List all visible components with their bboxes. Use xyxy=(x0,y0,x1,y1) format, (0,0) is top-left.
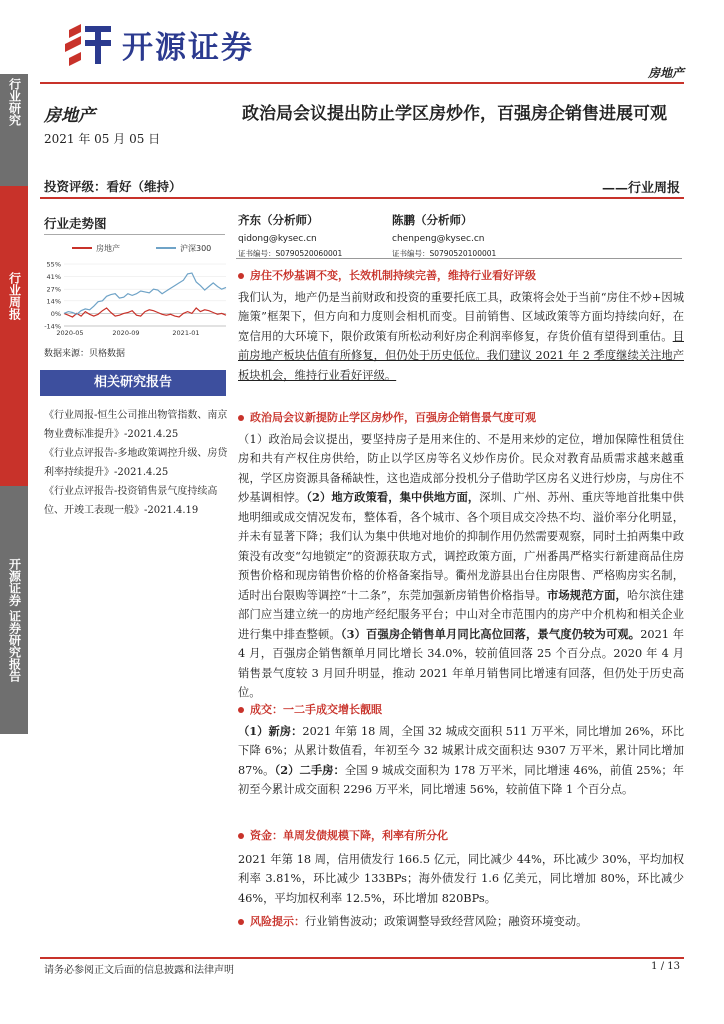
section-risk xyxy=(238,912,684,932)
y-tick-label: -14% xyxy=(44,322,61,331)
section-funding xyxy=(238,826,684,908)
side-tab-weekly: 行业周报 xyxy=(0,186,28,486)
x-tick-label: 2020-09 xyxy=(112,329,140,337)
chart-source: 数据来源：贝格数据 xyxy=(44,349,126,359)
side-tab-industry-research: 行业研究 xyxy=(0,74,28,186)
section-heading: 风险提示： xyxy=(250,915,305,928)
analyst-name: 陈鹏（分析师） xyxy=(392,213,473,227)
section-transactions xyxy=(238,700,684,800)
report-type: ——行业周报 xyxy=(601,181,680,196)
analyst-cert: 证书编号：S0790520060001 xyxy=(238,249,343,258)
analyst-email[interactable]: qidong@kysec.cn xyxy=(238,234,317,244)
related-report-item[interactable]: 《行业点评报告-多地政策调控升级、房贷利率持续提升》-2021.4.25 xyxy=(44,448,228,478)
series-line xyxy=(64,273,226,314)
analyst-email[interactable]: chenpeng@kysec.cn xyxy=(392,234,485,244)
bullet-icon xyxy=(238,707,244,713)
report-date: 2021 年 05 月 05 日 xyxy=(44,132,161,146)
para-label: （2）地方政策看，集中供地方面， xyxy=(306,490,480,504)
investment-rating: 投资评级：看好（维持） xyxy=(44,179,182,194)
y-tick-label: 41% xyxy=(46,273,61,282)
section-heading: 资金：单周发债规模下降，利率有所分化 xyxy=(250,829,448,842)
section-heading: 政治局会议新提防止学区房炒作，百强房企销售景气度可观 xyxy=(250,411,536,424)
x-tick-label: 2020-05 xyxy=(56,329,84,337)
bullet-icon xyxy=(238,415,244,421)
x-tick-label: 2021-01 xyxy=(172,329,200,337)
bullet-icon xyxy=(238,273,244,279)
legend-label: 沪深300 xyxy=(180,244,212,253)
para-text: 深圳、广州、苏州、重庆等地首批集中供地明细或成交情况发布，整体看，各个城市、各个项目成交冷热不均、溢价率分化明显，并未有显著下降；我们认为集中供地对地价的抑制作用仍然需要观察，同时土拍两集中政策没有改变“勾地锁定”的资源获取方式，调控政策方面，广州番禺严格实行新建商品住房预售价格和现房销售价格的价格备案指导。衢州龙游县出台住房限售、严格购房实名制，适时出台限购等调控“十二条”，东莞加强新房销售价格指导。 xyxy=(238,491,684,602)
report-title: 政治局会议提出防止学区房炒作，百强房企销售进展可观 xyxy=(242,104,667,124)
y-tick-label: 0% xyxy=(50,309,61,318)
analyst-cert: 证书编号：S0790520100001 xyxy=(392,249,497,258)
title-rule xyxy=(40,197,684,199)
trend-chart xyxy=(36,240,232,340)
para-text: 哈尔滨住建部门应当建立统一的房地产经纪服务平台；中山对全市范围内的房产中介机构和相关企业进行集中排查整顿。 xyxy=(238,588,684,641)
footer-disclaimer[interactable]: 请务必参阅正文后面的信息披露和法律声明 xyxy=(44,965,234,976)
para-text: 全国 9 城成交面积为 178 万平米，同比增速 46%，前值 25%；年初至今累计成交面积 2296 万平米，同比增速 56%，较前值下降 1 个百分点。 xyxy=(238,763,684,796)
para-text: 2021 年第 18 周，全国 32 城成交面积 511 万平米，同比增加 26%，环比下降 6%；从累计数值看，年初至今 32 城累计成交面积达 9307 万平米，累计同比增加 87%。 xyxy=(238,724,684,777)
legend-label: 房地产 xyxy=(96,244,120,253)
y-tick-label: 14% xyxy=(46,297,61,306)
logo-text: 开源证券 xyxy=(122,30,254,66)
section-text: 我们认为，地产仍是当前财政和投资的重要托底工具，政策将会处于当前“房住不炒+因城施策”框架下，但方向和力度则会相机而变。目前销售、区域政策等方面均持续向好，在宽信用的大环境下，限价政策有所松动利好房企利润率修复，存货价值有望得到重估。 xyxy=(238,290,684,343)
page-number: 1 / 13 xyxy=(651,961,680,972)
sector-label: 房地产 xyxy=(44,106,95,126)
para-label: （3）百强房企销售单月同比高位回落，景气度仍较为可观。 xyxy=(340,626,641,641)
para-text: 政治局会议提出，要坚持房子是用来住的、不是用来炒的定位，增加保障性租赁住房和共有产权住房供给，防止以学区房等名义炒作房价。民众对教育品质需求越来越重视，学区房资源具备稀缺性，这也造成部分投机分子借助学区房名义进行炒房，与房住不炒基调相悖。 xyxy=(238,432,684,504)
related-reports-header: 相关研究报告 xyxy=(40,370,226,396)
analyst-card xyxy=(392,212,496,259)
side-tab-securities-report: 开源证券 证券研究报告 xyxy=(0,486,28,734)
kaiyuan-logo-icon xyxy=(63,20,115,66)
bullet-icon xyxy=(238,833,244,839)
trend-rule xyxy=(44,234,225,235)
y-tick-label: 55% xyxy=(46,260,61,269)
footer-rule xyxy=(40,957,684,959)
bullet-icon xyxy=(238,919,244,925)
y-tick-label: 27% xyxy=(46,285,61,294)
para-label: （1）新房： xyxy=(238,723,303,738)
section-view xyxy=(238,266,684,385)
analyst-card xyxy=(238,212,342,259)
section-heading: 房住不炒基调不变，长效机制持续完善，维持行业看好评级 xyxy=(250,269,536,282)
analyst-rule xyxy=(236,258,682,259)
para-label: 市场规范方面， xyxy=(546,587,627,602)
trend-chart-title: 行业走势图 xyxy=(44,216,107,231)
header-rule xyxy=(40,82,684,84)
para-label: （1） xyxy=(238,432,269,446)
header-sector: 房地产 xyxy=(647,66,684,80)
section-text: 行业销售波动；政策调整导致经营风险；融资环境变动。 xyxy=(305,915,588,928)
section-heading: 成交：一二手成交增长靓眼 xyxy=(250,703,382,716)
related-report-item[interactable]: 《行业点评报告-投资销售景气度持续高位、开竣工表现一般》-2021.4.19 xyxy=(44,486,218,516)
para-label: （2）二手房： xyxy=(274,762,345,777)
analyst-name: 齐东（分析师） xyxy=(238,213,319,227)
para-text: 2021 年 4 月，百强房企销售额单月同比增长 34.0%，较前值回落 25 个百分点。2020 年 4 月销售景气度较 3 月回升明显，推动 2021 年单月销售同比增速有回落，但仍处于历史高位。 xyxy=(238,627,684,699)
section-text-underlined: 目前房地产板块估值有所修复，但仍处于历史低位。我们建议 2021 年 2 季度继续关注地产板块机会，维持行业看好评级。 xyxy=(238,329,684,382)
section-policy xyxy=(238,408,684,703)
section-text: 2021 年第 18 周，信用债发行 166.5 亿元，同比减少 44%，环比减少 30%，平均加权利率 3.81%，环比减少 133BPs；海外债发行 1.6 亿美元，同比增加 80%，环比减少 46%，平均加权利率 12.5%，环比增加 820BPs。 xyxy=(238,852,684,905)
related-reports-list xyxy=(44,406,228,520)
related-report-item[interactable]: 《行业周报-恒生公司推出物管指数、南京物业费标准提升》-2021.4.25 xyxy=(44,410,228,440)
